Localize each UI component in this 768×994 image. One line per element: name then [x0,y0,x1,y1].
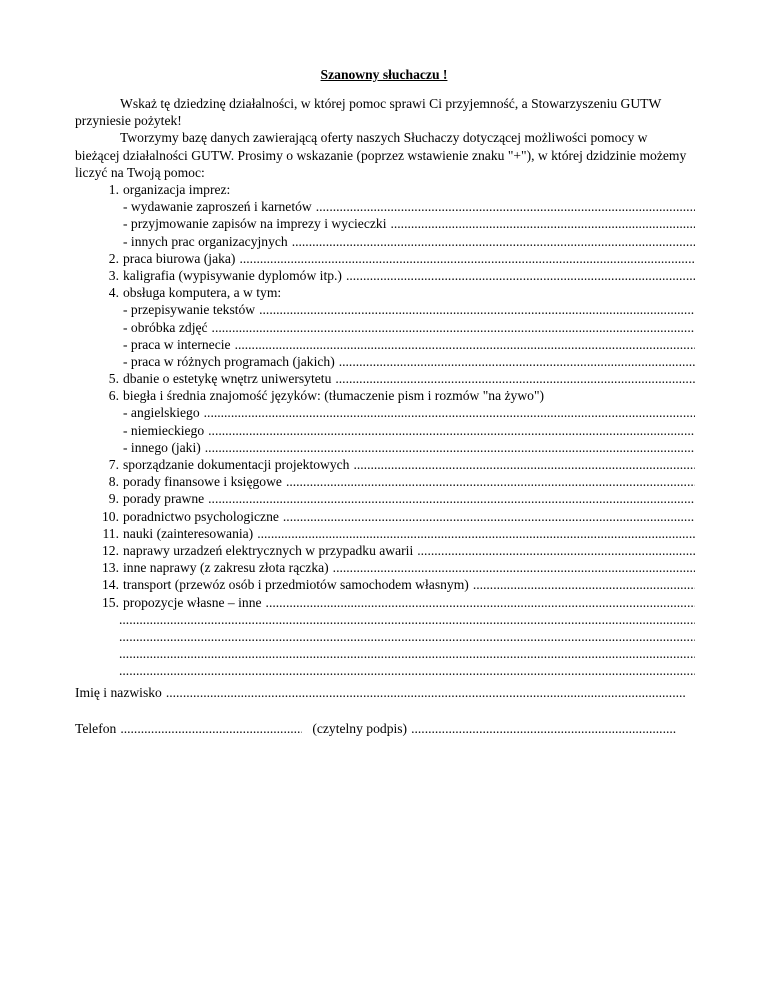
item-label: kaligrafia (wypisywanie dyplomów itp.) [123,267,342,283]
item-number: 5. [108,371,119,387]
list-item [75,233,695,250]
blank-dotted-line[interactable] [119,645,695,662]
answer-dotted-line[interactable] [282,473,695,490]
name-field[interactable] [75,684,695,701]
signature-label: (czytelny podpis) [312,721,408,736]
item-label: propozycje własne – inne [123,594,262,610]
item-number: 15. [102,594,119,610]
blank-dotted-line[interactable] [119,611,695,628]
list-item [75,250,695,267]
list-item [75,559,695,576]
page-title: Szanowny słuchaczu ! [320,67,448,82]
item-number: 13. [102,560,119,576]
item-number: 3. [108,267,119,283]
item-label: inne naprawy (z zakresu złota rączka) [123,560,329,576]
list-item [75,301,695,318]
blank-dotted-line[interactable] [119,662,695,679]
answer-dotted-line[interactable] [329,559,695,576]
item-label: - obróbka zdjęć [123,319,208,335]
answer-dotted-line[interactable] [204,422,695,439]
item-number [75,422,119,439]
list-item [75,594,695,611]
answer-dotted-line[interactable] [312,198,695,215]
list-item [75,542,695,559]
phone-signature-row [75,720,695,737]
list-item [75,267,695,284]
list-item [75,198,695,215]
list-item [75,336,695,353]
list-item [75,404,695,421]
item-label: dbanie o estetykę wnętrz uniwersytetu [123,371,332,387]
item-label: - wydawanie zaproszeń i karnetów [123,199,312,215]
dotted-line[interactable] [119,628,695,645]
item-label: - przyjmowanie zapisów na imprezy i wycieczki [123,216,387,232]
item-label: nauki (zainteresowania) [123,525,254,541]
blank-lines [75,611,695,680]
answer-dotted-line[interactable] [262,594,695,611]
item-number: 9. [108,491,119,507]
list-item [75,319,695,336]
list-item [75,387,695,404]
list-item [75,508,695,525]
list-item [75,525,695,542]
answer-dotted-line[interactable] [201,439,695,456]
answer-dotted-line[interactable] [200,404,695,421]
item-label: - innych prac organizacyjnych [123,233,288,249]
item-number [75,301,119,318]
list-item [75,439,695,456]
list-item [75,181,695,198]
options-list [75,181,695,611]
item-label: poradnictwo psychologiczne [123,508,279,524]
item-number: 12. [102,542,119,558]
answer-dotted-line[interactable] [349,456,695,473]
item-label: porady finansowe i księgowe [123,474,282,490]
answer-dotted-line[interactable] [208,319,695,336]
intro-paragraph-2: Tworzymy bazę danych zawierającą oferty naszych Słuchaczy dotyczącej możliwości pomocy w bieżącej działalności GUTW. Prosimy o wskazanie (poprzez wstawienie znaku "+"), w której dzidzinie możemy liczyć na Twoją pomoc: [75,130,687,180]
item-number: 1. [108,182,119,198]
item-number [75,319,119,336]
item-label: - praca w internecie [123,336,231,352]
item-label: porady prawne [123,491,205,507]
answer-dotted-line[interactable] [386,215,695,232]
item-number [75,233,119,250]
phone-label: Telefon [75,721,117,736]
dotted-line[interactable] [119,645,695,662]
answer-dotted-line[interactable] [469,576,695,593]
name-dotted-line[interactable] [162,684,686,701]
item-label: - innego (jaki) [123,439,201,455]
answer-dotted-line[interactable] [235,250,695,267]
item-number [75,353,119,370]
answer-dotted-line[interactable] [413,542,695,559]
item-number [75,198,119,215]
dotted-line[interactable] [119,662,695,679]
item-label: transport (przewóz osób i przedmiotów samochodem własnym) [123,577,469,593]
item-number: 11. [102,525,119,541]
item-label: biegła i średnia znajomość języków: (tłumaczenie pism i rozmów "na żywo") [123,388,545,404]
answer-dotted-line[interactable] [231,336,695,353]
list-item [75,370,695,387]
item-number: 8. [108,474,119,490]
intro-paragraph-1: Wskaż tę dziedzinę działalności, w której pomoc sprawi Ci przyjemność, a Stowarzyszeniu GUTW przyniesie pożytek! [75,96,662,129]
item-label: organizacja imprez: [123,182,231,198]
answer-dotted-line[interactable] [279,508,695,525]
item-number [75,404,119,421]
phone-dotted-line[interactable] [116,720,302,737]
item-number [75,336,119,353]
list-item [75,473,695,490]
dotted-line[interactable] [119,611,695,628]
item-label: sporządzanie dokumentacji projektowych [123,457,350,473]
item-label: praca biurowa (jaka) [123,250,236,266]
signature-dotted-line[interactable] [407,720,677,737]
list-item [75,284,695,301]
answer-dotted-line[interactable] [331,370,695,387]
list-item [75,490,695,507]
item-label: - praca w różnych programach (jakich) [123,353,335,369]
item-number: 14. [102,577,119,593]
answer-dotted-line[interactable] [335,353,695,370]
answer-dotted-line[interactable] [253,525,695,542]
answer-dotted-line[interactable] [342,267,695,284]
list-item [75,353,695,370]
item-label: naprawy urzadzeń elektrycznych w przypadku awarii [123,542,414,558]
answer-dotted-line[interactable] [288,233,695,250]
item-label: - niemieckiego [123,422,205,438]
item-number: 4. [108,285,119,301]
answer-dotted-line[interactable] [204,490,695,507]
item-number: 7. [108,457,119,473]
list-item [75,422,695,439]
item-label: - przepisywanie tekstów [123,302,256,318]
list-item [75,456,695,473]
item-label: - angielskiego [123,405,200,421]
item-number [75,439,119,456]
list-item [75,576,695,593]
item-label: obsługa komputera, a w tym: [123,285,282,301]
answer-dotted-line[interactable] [255,301,695,318]
form-body [75,95,695,679]
name-label: Imię i nazwisko [75,685,162,700]
item-number: 6. [108,388,119,404]
item-number [75,215,119,232]
item-number: 2. [108,250,119,266]
item-number: 10. [102,508,119,524]
blank-dotted-line[interactable] [119,628,695,645]
list-item [75,215,695,232]
